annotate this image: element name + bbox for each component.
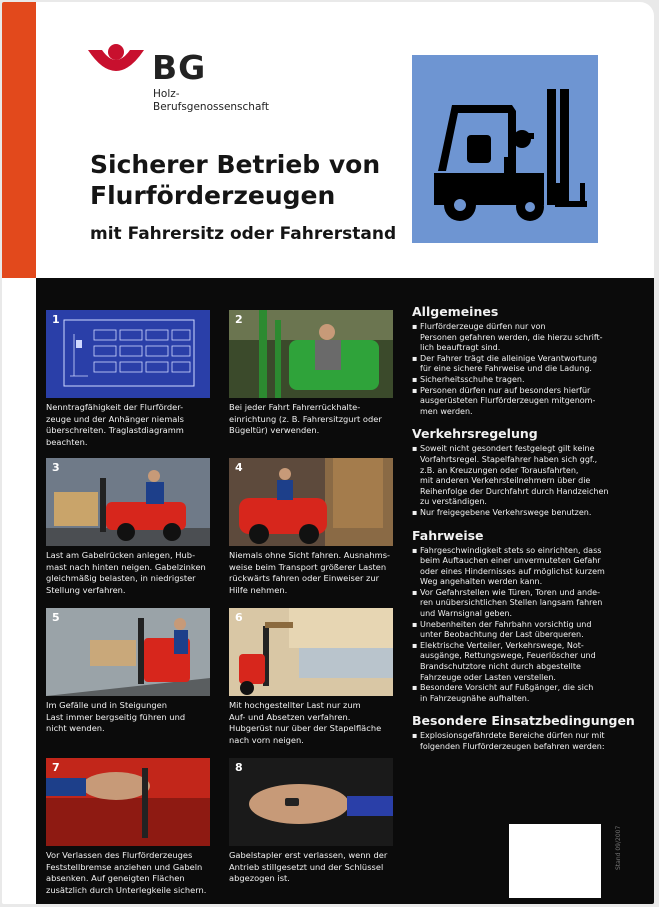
photo-8 <box>229 758 393 846</box>
bullet: ▪ Nur freigegebene Verkehrswege benutzen. <box>412 508 640 519</box>
stand-date: Stand 09/2007 <box>615 825 622 870</box>
section-title: Allgemeines <box>412 304 499 319</box>
photo-number: 4 <box>235 461 243 474</box>
bullet: ▪ Fahrgeschwindigkeit stets so einrichten, dass beim Auftauchen einer unvermuteten Gefahr oder eines Hindernisses auf möglichst kurzem Weg angehalten werden kann. <box>412 546 640 588</box>
section-allgemeines <box>412 304 640 417</box>
bullet: ▪ Flurförderzeuge dürfen nur von Personen gefahren werden, die hierzu schrift- lich beauftragt sind. <box>412 322 640 354</box>
photo-7 <box>46 758 210 846</box>
section-title: Besondere Einsatzbedingungen <box>412 713 635 729</box>
parking-brake-photo-icon <box>46 758 210 846</box>
load-diagram-icon <box>46 310 210 398</box>
photo-4 <box>229 458 393 546</box>
photo-1 <box>46 310 210 398</box>
rules-column <box>412 304 640 762</box>
bullet: ▪ Besondere Vorsicht auf Fußgänger, die sich in Fahrzeugnähe aufhalten. <box>412 683 640 704</box>
section-besondere-einsatzbedingungen <box>412 713 640 752</box>
bullet: ▪ Der Fahrer trägt die alleinige Verantwortung für eine sichere Fahrweise und die Ladung. <box>412 354 640 375</box>
caption-4: Niemals ohne Sicht fahren. Ausnahms- weise beim Transport größerer Lasten rückwärts fahren oder Einweiser zur Hilfe nehmen. <box>229 550 391 595</box>
section-verkehrsregelung <box>412 426 640 518</box>
photo-number: 2 <box>235 313 243 326</box>
safety-poster <box>2 2 654 904</box>
page-title: Sicherer Betrieb von Flurförderzeugen <box>90 150 381 210</box>
photo-number: 8 <box>235 761 243 774</box>
bullet: ▪ Sicherheitsschuhe tragen. <box>412 375 640 386</box>
caption-5: Im Gefälle und in Steigungen Last immer bergseitig führen und nicht wenden. <box>46 700 186 733</box>
logo-subtitle: Holz- Berufsgenossenschaft <box>153 88 270 113</box>
bullet: ▪ Vor Gefahrstellen wie Türen, Toren und ande- ren unübersichtlichen Stellen langsam fahren und Warnsignal geben. <box>412 588 640 620</box>
bullet: ▪ Soweit nicht gesondert festgelegt gilt keine Vorfahrtsregel. Stapelfahrer haben sich ggf., z.B. an Kreuzungen oder Torausfahrten, mit anderen Verkehrsteilnehmern über die Reihenfolge der Durchfahrt durch Handzeichen zu verständigen. <box>412 444 640 508</box>
section-title: Fahrweise <box>412 527 484 543</box>
photo-number: 6 <box>235 611 243 624</box>
caption-7: Vor Verlassen des Flurförderzeuges Feststellbremse anziehen und Gabeln absenken. Auf geneigten Flächen zusätzlich durch Unterlegkeile sichern. <box>46 850 207 895</box>
caption-8: Gabelstapler erst verlassen, wenn der Antrieb stillgesetzt und der Schlüssel abgezogen ist. <box>229 850 388 883</box>
photo-number: 5 <box>52 611 60 624</box>
key-removed-photo-icon <box>229 758 393 846</box>
bullet: ▪ Personen dürfen nur auf besonders hierfür ausgerüsteten Flurförderzeugen mitgenom- men werden. <box>412 386 640 418</box>
photo-2 <box>229 310 393 398</box>
photo-number: 1 <box>52 313 60 326</box>
section-title: Verkehrsregelung <box>412 426 538 442</box>
logo-text: BG <box>152 48 207 87</box>
slope-photo-icon <box>46 608 210 696</box>
photo-number: 7 <box>52 761 60 774</box>
vehicle-entry-box <box>509 824 601 898</box>
caption-3: Last am Gabelrücken anlegen, Hub- mast nach hinten neigen. Gabelzinken gleichmäßig belasten, in niedrigster Stellung verfahren. <box>46 550 206 595</box>
bullet: ▪ Elektrische Verteiler, Verkehrswege, Not- ausgänge, Rettungswege, Feuerlöscher und Brandschutztore nicht durch abgestellte Fahrzeuge oder Lasten verstellen. <box>412 641 640 683</box>
seatbelt-photo-icon <box>229 310 393 398</box>
photo-3 <box>46 458 210 546</box>
lifted-load-photo-icon <box>229 608 393 696</box>
reverse-drive-photo-icon <box>229 458 393 546</box>
caption-6: Mit hochgestellter Last nur zum Auf- und Absetzen verfahren. Hubgerüst nur über der Stapelfläche nach vorn neigen. <box>229 700 382 745</box>
bg-logo-mark-icon <box>86 42 146 88</box>
section-fahrweise <box>412 528 640 705</box>
photo-number: 3 <box>52 461 60 474</box>
photo-6 <box>229 608 393 696</box>
bullet: ▪ Unebenheiten der Fahrbahn vorsichtig und unter Beobachtung der Last überqueren. <box>412 620 640 641</box>
accent-strip <box>2 2 36 278</box>
page-subtitle: mit Fahrersitz oder Fahrerstand <box>90 224 397 244</box>
caption-1: Nenntragfähigkeit der Flurförder- zeuge und der Anhänger niemals überschreiten. Traglastdiagramm beachten. <box>46 402 184 447</box>
forklift-pictogram <box>412 55 598 243</box>
caption-2: Bei jeder Fahrt Fahrerrückhalte- einrichtung (z. B. Fahrersitzgurt oder Bügeltür) verwenden. <box>229 402 382 435</box>
forklift-pictogram-icon <box>412 55 598 243</box>
bullet: ▪ Explosionsgefährdete Bereiche dürfen nur mit folgenden Flurförderzeugen befahren werden: <box>412 731 640 752</box>
photo-5 <box>46 608 210 696</box>
bg-logo <box>86 42 206 88</box>
load-carry-photo-icon <box>46 458 210 546</box>
